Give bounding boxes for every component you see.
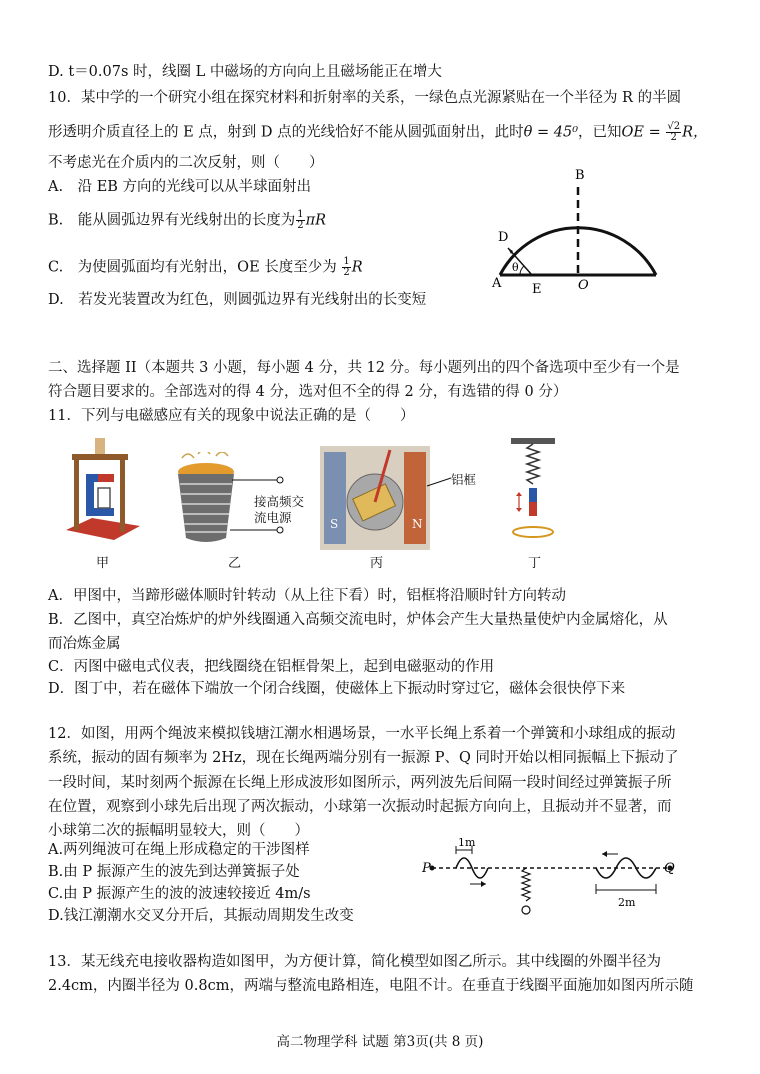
yi-heat-waves <box>182 452 228 458</box>
label-1m: 1m <box>458 838 476 849</box>
spring <box>522 868 530 901</box>
q12-line5: 小球第二次的振幅明显较大，则（ ） <box>48 823 309 839</box>
ding-coil-ring <box>513 527 553 537</box>
q12-option-d: D.钱江潮潮水交叉分开后，其振动周期发生改变 <box>48 908 354 924</box>
label-e: E <box>532 282 542 295</box>
section2-line1: 二、选择题 II（本题共 3 小题，每小题 4 分，共 12 分。每小题列出的四个备选项中至少有一个是 <box>48 360 680 376</box>
q10-stem-line3: 不考虑光在介质内的二次反射，则（ ） <box>48 155 324 171</box>
label-a: A <box>492 276 502 291</box>
jia-right-post <box>120 458 125 532</box>
q11-stem: 11．下列与电磁感应有关的现象中说法正确的是（ ） <box>48 408 415 424</box>
figure-ding <box>505 438 561 548</box>
bing-label-s: S <box>330 517 339 531</box>
label-theta: θ <box>512 261 519 274</box>
q10-option-c: C. 为使圆弧面均有光射出，OE 长度至少为 $\frac{1}{2}$ R <box>48 256 363 278</box>
q12-line4: 在位置，观察到小球先后出现了两次振动，小球第一次振动时起振方向向上，且振动并不显著，而 <box>48 799 672 815</box>
yi-terminal-2 <box>277 527 283 533</box>
ding-ceiling <box>511 438 555 444</box>
q12-option-c: C.由 P 振源产生的波的波速较接近 4m/s <box>48 886 311 902</box>
q12-line2: 系统，振动的固有频率为 2Hz，现在长绳两端分别有一振源 P、Q 同时开始以相同振幅上下振动了 <box>48 750 679 766</box>
section2-line2: 符合题目要求的。全部选对的得 4 分，选对但不全的得 2 分，有选错的得 0 分） <box>48 384 568 400</box>
label-b: B <box>575 168 585 183</box>
ding-magnet-bottom <box>529 502 537 516</box>
page-footer: 高二物理学科 试题 第3页(共 8 页) <box>276 1034 484 1050</box>
q12-line1: 12．如图，用两个绳波来模拟钱塘江潮水相遇场景，一水平长绳上系着一个弹簧和小球组成的振动 <box>48 726 676 742</box>
label-p: P <box>422 861 431 876</box>
q10-option-a: A. 沿 EB 方向的光线可以从半球面射出 <box>48 179 312 195</box>
q12-option-a: A.两列绳波可在绳上形成稳定的干涉图样 <box>48 842 310 858</box>
caption-jia: 甲 <box>96 556 110 571</box>
ball <box>522 906 530 914</box>
q11-option-c: C．丙图中磁电式仪表，把线圈绕在铝框骨架上，起到电磁驱动的作用 <box>48 659 495 675</box>
q10-option-d: D. 若发光装置改为红色，则圆弧边界有光线射出的长变短 <box>48 292 427 308</box>
q11-option-b-line1: B．乙图中，真空冶炼炉的炉外线圈通入高频交流电时，炉体会产生大量热量使炉内金属熔化，从 <box>48 612 668 628</box>
q11-option-b-line2: 而冶炼金属 <box>48 636 121 652</box>
label-q: Q <box>664 861 675 876</box>
caption-yi: 乙 <box>228 556 242 571</box>
q13-line1: 13．某无线充电接收器构造如图甲，为方便计算，简化模型如图乙所示。其中线圈的外圈半径为 <box>48 954 661 970</box>
label-d: D <box>498 230 509 245</box>
caption-bing: 丙 <box>370 556 384 571</box>
q12-line3: 一段时间，某时刻两个振源在长绳上形成波形如图所示，两列波先后间隔一段时间经过弹簧振子所 <box>48 775 672 791</box>
jia-aluminum-frame <box>98 488 110 508</box>
q12-option-b: B.由 P 振源产生的波先到达弹簧振子处 <box>48 864 300 880</box>
bing-label: 铝框 <box>451 472 477 487</box>
figure-jia <box>62 434 142 552</box>
yi-terminal-1 <box>277 477 283 483</box>
q10-stem-line1: 10．某中学的一个研究小组在探究材料和折射率的关系，一绿色点光源紧贴在一个半径为 R 的半圆 <box>48 90 682 106</box>
bing-label-pointer <box>425 474 453 488</box>
figure-bing <box>320 446 430 550</box>
q10-option-b: B. 能从圆弧边界有光线射出的长度为 $\frac{1}{2}$ πR <box>48 209 327 231</box>
q13-line2: 2.4cm，内圈半径为 0.8cm，两端与整流电路相连，电阻不计。在垂直于线圈平面施加如图丙所示随 <box>48 978 694 994</box>
jia-top-bar <box>72 454 128 460</box>
bing-label-n: N <box>412 517 423 531</box>
label-2m: 2m <box>618 896 636 909</box>
jia-knob <box>95 438 105 454</box>
ding-magnet-top <box>529 488 537 502</box>
yi-label: 接高频交 流电源 <box>254 494 305 525</box>
q9-option-d: D. t＝0.07s 时，线圈 L 中磁场的方向向上且磁场能正在增大 <box>48 64 442 80</box>
q10-semicircle-figure <box>480 165 670 295</box>
q11-option-d: D．图丁中，若在磁体下端放一个闭合线圈，使磁体上下振动时穿过它，磁体会很快停下来 <box>48 681 626 697</box>
q12-rope-figure <box>420 838 680 922</box>
ding-spring <box>527 444 539 484</box>
jia-left-post <box>74 458 79 530</box>
caption-ding: 丁 <box>528 556 542 571</box>
wave-from-q <box>596 858 656 878</box>
label-o: O <box>578 278 589 293</box>
q10-stem-line2: 形透明介质直径上的 E 点，射到 D 点的光线恰好不能从圆弧面射出，此时θ = 45⁰，已知OE = $\frac{√2}{2}$ R， <box>48 121 708 143</box>
q11-option-a: A．甲图中，当蹄形磁体顺时针转动（从上往下看）时，铝框将沿顺时针方向转动 <box>48 588 566 604</box>
